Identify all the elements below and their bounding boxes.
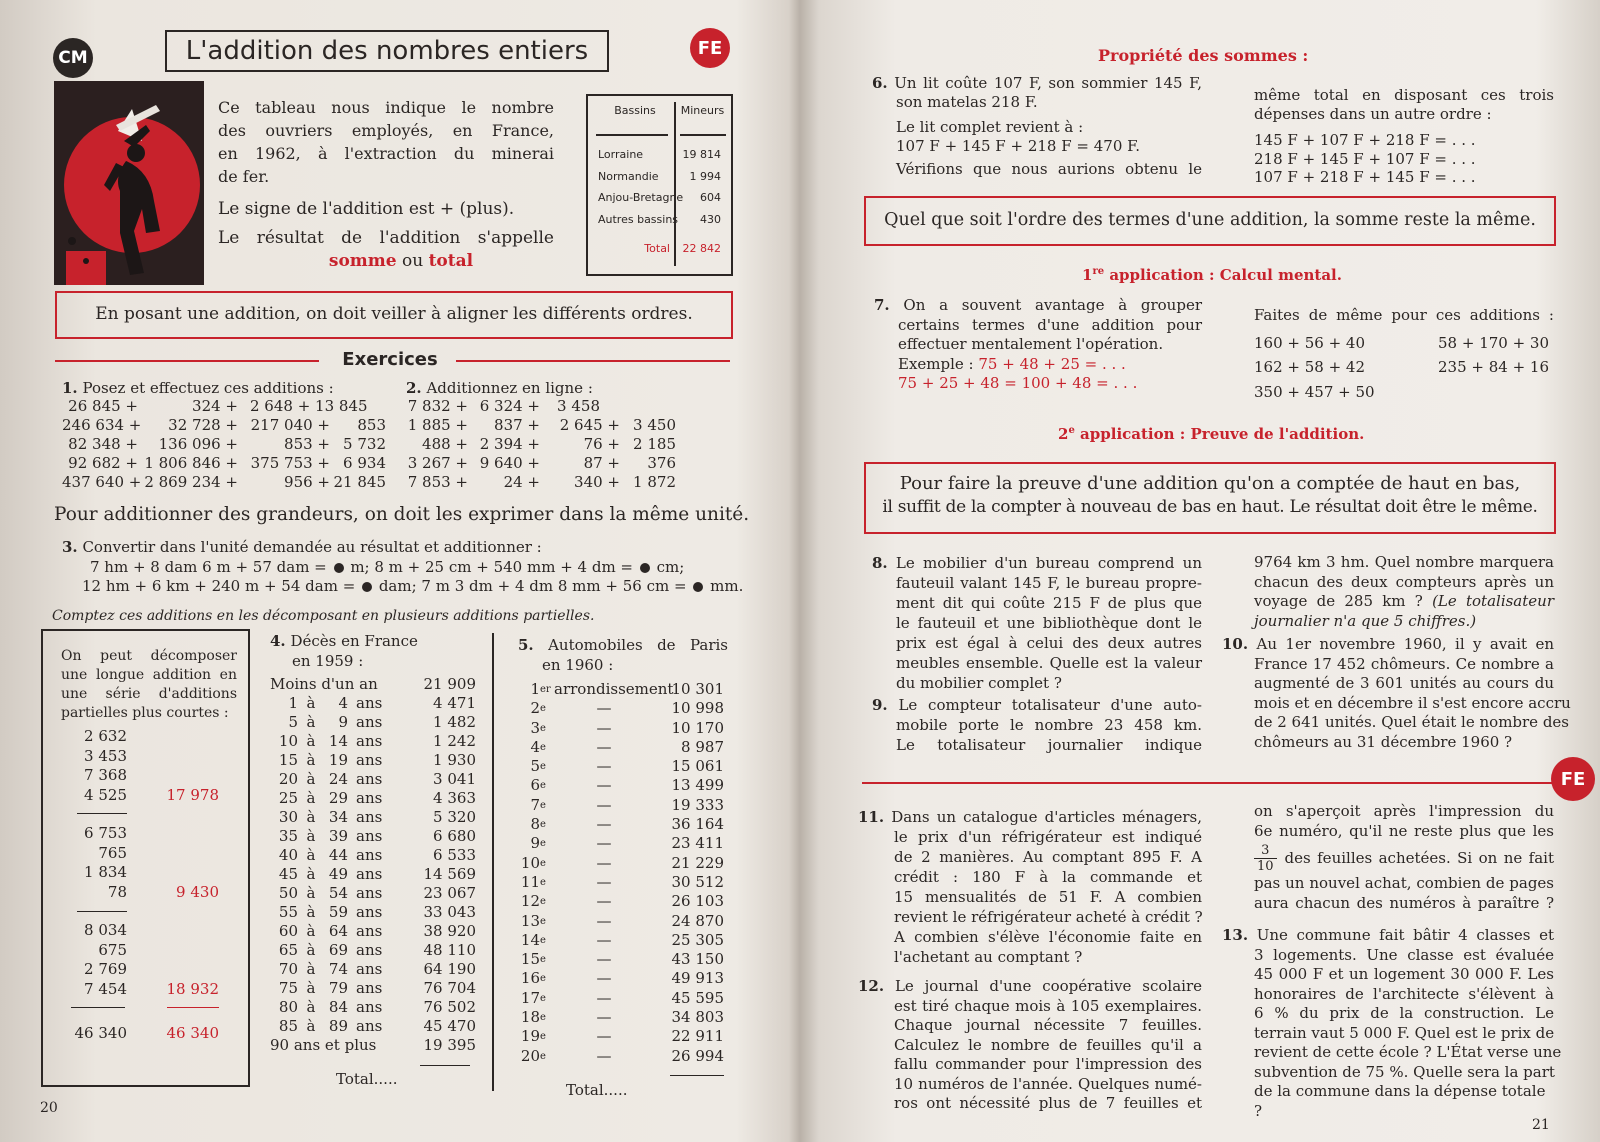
- arrondissement-row: [516, 699, 726, 718]
- ordinal-suffix: e: [540, 761, 546, 773]
- death-count: 6 533: [433, 846, 476, 864]
- death-row: [270, 827, 476, 846]
- car-count: 10 170: [671, 718, 724, 737]
- age-to: 69: [328, 941, 348, 959]
- grand-total-right: 46 340: [166, 1024, 219, 1042]
- arrondissement-number: 7: [530, 795, 540, 814]
- car-count: 22 911: [671, 1027, 724, 1046]
- death-row: [270, 1017, 476, 1036]
- lesson-title: L'addition des nombres entiers: [165, 30, 609, 72]
- car-count: 26 994: [671, 1046, 724, 1065]
- death-count: 33 043: [423, 903, 476, 921]
- arrondissement-number: 17: [520, 988, 540, 1007]
- death-row: [270, 884, 476, 903]
- arrondissement-row: [516, 892, 726, 911]
- car-count: 8 987: [681, 737, 724, 756]
- age-from: 20: [278, 770, 298, 788]
- age-to-word: à: [306, 732, 316, 750]
- death-row: [270, 770, 476, 789]
- car-count: 34 803: [671, 1008, 724, 1027]
- column-header-miners: Mineurs: [680, 104, 725, 117]
- age-to: 4: [338, 694, 348, 712]
- age-to-word: à: [306, 808, 316, 826]
- total-miners: 22 842: [682, 242, 721, 255]
- arrondissement-number: 5: [530, 757, 540, 776]
- grand-total-left: 46 340: [74, 1024, 127, 1042]
- ordinal-suffix: e: [540, 896, 546, 908]
- exercise-9: 9. Le compteur totalisateur d'une auto- mobile porte le nombre 23 458 km. Le totalisateur journalier indique: [872, 696, 1202, 754]
- age-from: 70: [278, 960, 298, 978]
- age-unit: ans: [356, 789, 383, 807]
- ditto-dash: —: [596, 969, 612, 988]
- box-value: 8 034: [84, 921, 127, 939]
- miner-count: 430: [700, 212, 721, 226]
- death-row: [270, 903, 476, 922]
- death-count: 4 471: [433, 694, 476, 712]
- exercise-8: 8. Le mobilier d'un bureau comprend un fauteuil valant 145 F, le bureau propre- ment dit qui coûte 215 F de plus que le fauteuil et une bibliothèque dont le prix est égal à celui des deux autres meubles ensemble. Quelle est la valeur du mobilier complet ?: [872, 554, 1202, 692]
- exercise-12-continued: on s'aperçoit après l'impression du 6e numéro, qu'il ne reste plus que les $\frac{3}{10}$ des feuilles achetées. Si on ne fait pas un nouvel achat, combien de pages aura chacun des numéros à paraître ?: [1254, 802, 1554, 912]
- death-row: [270, 846, 476, 865]
- age-unit: ans: [356, 1017, 383, 1035]
- death-row: [270, 694, 476, 713]
- age-unit: ans: [356, 827, 383, 845]
- ordinal-suffix: e: [540, 703, 546, 715]
- arrondissement-number: 6: [530, 776, 540, 795]
- application-2-heading: 2e application : Preuve de l'addition.: [1058, 425, 1365, 443]
- arrondissement-number: 3: [530, 718, 540, 737]
- arrondissement-row: [516, 834, 726, 853]
- ditto-dash: —: [596, 1008, 612, 1027]
- fe-badge: FE: [690, 28, 730, 68]
- ordinal-suffix: e: [540, 838, 546, 850]
- age-from: 80: [278, 998, 298, 1016]
- age-to-word: à: [306, 941, 316, 959]
- mental-sums: Faites de même pour ces additions : 160 + 56 + 40 58 + 170 + 30 162 + 58 + 42 235 + 84 + 16 350 + 457 + 50: [1254, 306, 1554, 401]
- age-unit: ans: [356, 979, 383, 997]
- fraction-numerator: 3: [1261, 843, 1270, 858]
- death-count: 48 110: [423, 941, 476, 959]
- partial-sum-2: 9 430: [176, 883, 219, 901]
- box-text-line: On peut décomposer: [61, 648, 237, 664]
- intro-line: de fer.: [218, 167, 270, 186]
- application-1-heading: 1re application : Calcul mental.: [1082, 266, 1342, 284]
- age-from: 75: [278, 979, 298, 997]
- box-text-line: une longue addition en: [61, 667, 237, 683]
- age-from: 5: [288, 713, 298, 731]
- arrondissement-row: [516, 873, 726, 892]
- exercise-5: 5. Automobiles de Paris en 1960 :: [518, 636, 728, 674]
- age-to: 59: [328, 903, 348, 921]
- age-to-word: à: [306, 865, 316, 883]
- arrondissement-number: 20: [520, 1046, 540, 1065]
- car-count: 36 164: [671, 815, 724, 834]
- age-to-word: à: [306, 884, 316, 902]
- property-heading: Propriété des sommes :: [1098, 46, 1309, 65]
- age-to: 84: [328, 998, 348, 1016]
- arrondissement-number: 13: [520, 911, 540, 930]
- ordinal-suffix: e: [540, 819, 546, 831]
- arrondissement-number: 9: [530, 834, 540, 853]
- death-count: 45 470: [423, 1017, 476, 1035]
- death-count: 1 930: [433, 751, 476, 769]
- death-count: 4 363: [433, 789, 476, 807]
- intro-line: en 1962, à l'extraction du minerai: [218, 144, 554, 163]
- age-to-word: à: [306, 998, 316, 1016]
- death-count: 5 320: [433, 808, 476, 826]
- arrondissement-row: [516, 931, 726, 950]
- ditto-dash: —: [596, 892, 612, 911]
- box-value: 675: [98, 940, 127, 959]
- age-from: 55: [278, 903, 298, 921]
- basin-name: Normandie: [598, 169, 659, 183]
- box-value: 78: [107, 882, 127, 901]
- age-range: 90 ans et plus: [270, 1036, 377, 1054]
- fe-badge-right: FE: [1551, 757, 1595, 801]
- box-value: 7 454: [84, 979, 127, 998]
- exercise-3: 3. Convertir dans l'unité demandée au résultat et additionner : 7 hm + 8 dam 6 m + 57 dam = m; 8 m + 25 cm + 540 mm + 4 dm = cm; 12 hm + 6 km + 240 m + 54 dam = dam; 7 m 3 dm + 4 dm 8 mm + 56 cm = mm.: [62, 538, 744, 595]
- arrondissement-row: [516, 680, 726, 699]
- car-count: 23 411: [671, 834, 724, 853]
- ordinal-suffix: e: [540, 954, 546, 966]
- age-unit: ans: [356, 732, 383, 750]
- car-count: 13 499: [671, 776, 724, 795]
- rule-proof-of-addition: Pour faire la preuve d'une addition qu'on a comptée de haut en bas, il suffit de la compter à nouveau de bas en haut. Le résultat doit être le même.: [864, 462, 1556, 534]
- rule-align-orders: En posant une addition, on doit veiller à aligner les différents ordres.: [55, 291, 733, 339]
- death-row: [270, 941, 476, 960]
- age-unit: ans: [356, 713, 383, 731]
- box-text-line: partielles plus courtes :: [61, 705, 229, 721]
- ordinal-suffix: e: [540, 1012, 546, 1024]
- basin-name: Lorraine: [598, 148, 644, 161]
- box-value: 1 834: [84, 863, 127, 881]
- death-row: [270, 998, 476, 1017]
- ditto-dash: —: [596, 795, 612, 814]
- age-from: 40: [278, 846, 298, 864]
- exercices-heading: Exercices: [342, 349, 438, 370]
- exercise-12: 12. Le journal d'une coopérative scolaire est tiré chaque mois à 105 exemplaires. Chaque journal nécessite 7 feuilles. Calculez le nombre de feuilles qu'il a fallu commander pour l'impression des 10 numéros de l'année. Quelques numé- ros ont nécessité plus de 7 feuilles et: [858, 977, 1202, 1112]
- ditto-dash: —: [596, 1046, 612, 1065]
- age-to: 79: [328, 979, 348, 997]
- box-value: 6 753: [84, 824, 127, 842]
- age-to-word: à: [306, 770, 316, 788]
- age-from: 45: [278, 865, 298, 883]
- death-count: 19 395: [423, 1036, 476, 1054]
- arrondissement-number: 14: [520, 930, 540, 949]
- arrondissement-row: [516, 854, 726, 873]
- exercise-6-continued: même total en disposant ces trois dépenses dans un autre ordre : 145 F + 107 F + 218 F = . . . 218 F + 145 F + 107 F = . . . 107 F + 218 F + 145 F = . . .: [1254, 86, 1554, 186]
- car-count: 19 333: [671, 795, 724, 814]
- arrondissement-row: [516, 1047, 726, 1066]
- ordinal-suffix: e: [540, 973, 546, 985]
- age-from: 15: [278, 751, 298, 769]
- box-value: 765: [98, 843, 127, 862]
- box-value: 7 368: [84, 766, 127, 784]
- ordinal-suffix: e: [540, 722, 546, 734]
- ditto-dash: —: [596, 853, 612, 872]
- age-unit: ans: [356, 884, 383, 902]
- age-to: 34: [328, 808, 348, 826]
- age-to-word: à: [306, 846, 316, 864]
- car-count: 49 913: [671, 969, 724, 988]
- basin-name: Autres bassins: [598, 212, 679, 226]
- exercise-1: 1. Posez et effectuez ces additions :: [62, 379, 334, 397]
- exercise-9-continued: 9764 km 3 hm. Quel nombre marquera chacun des deux compteurs après un voyage de 285 km ? (Le totalisateur journalier n'a que 5 chiffres.): [1254, 553, 1554, 630]
- age-to: 39: [328, 827, 348, 845]
- miner-count: 604: [700, 191, 721, 204]
- partial-sum-1: 17 978: [166, 786, 219, 804]
- death-count: 38 920: [423, 922, 476, 940]
- age-to: 74: [328, 960, 348, 978]
- arrondissement-number: 1: [530, 680, 540, 698]
- death-count: 76 704: [423, 979, 476, 997]
- arrondissement-row: [516, 738, 726, 757]
- ditto-dash: —: [596, 699, 612, 718]
- ordinal-suffix: e: [540, 799, 546, 811]
- age-to-word: à: [306, 960, 316, 978]
- exercise-7: 7. On a souvent avantage à grouper certains termes d'une addition pour effectuer mentalement l'opération. Exemple : 75 + 48 + 25 = . . . 75 + 25 + 48 = 100 + 48 = . . .: [874, 296, 1202, 392]
- age-from: 10: [278, 732, 298, 750]
- box-value: 3 453: [84, 746, 127, 765]
- death-count: 6 680: [433, 827, 476, 845]
- age-from: 85: [278, 1017, 298, 1035]
- age-to: 9: [338, 713, 348, 731]
- age-from: 25: [278, 789, 298, 807]
- ditto-dash: —: [596, 1027, 612, 1046]
- death-count: 76 502: [423, 998, 476, 1016]
- exercise-2-additions: 7 832 + 6 324 + 3 458 1 885 + 837 + 2 645 + 3 450 488 + 2 394 + 76 + 2 185 3 267 + 9 640 + 87 + 376 7 853 + 24 + 340 + 1 872: [407, 397, 676, 491]
- column-header-basins: Bassins: [614, 104, 656, 117]
- ordinal-suffix: e: [540, 741, 546, 753]
- death-count: 1 242: [433, 732, 476, 750]
- age-unit: ans: [356, 808, 383, 826]
- death-row: [270, 808, 476, 827]
- death-count: 21 909: [423, 675, 476, 693]
- death-count: 64 190: [423, 960, 476, 978]
- age-from: 30: [278, 808, 298, 826]
- arrondissement-number: 19: [520, 1027, 540, 1046]
- arrondissement-number: 11: [520, 872, 540, 891]
- age-to-word: à: [306, 694, 316, 712]
- age-to-word: à: [306, 922, 316, 940]
- box-value: 4 525: [84, 785, 127, 804]
- car-count: 25 305: [671, 930, 724, 949]
- ordinal-suffix: e: [540, 876, 546, 888]
- age-to: 54: [328, 884, 348, 902]
- intro-line: Ce tableau nous indique le nombre: [218, 98, 554, 117]
- exercise-1-additions: 26 845 + 324 + 2 648 + 13 845 246 634 + 32 728 + 217 040 + 853 82 348 + 136 096 + 853 + 5 732 92 682 + 1 806 846 + 375 753 + 6 934 437 640 + 2 869 234 + 956 + 21 845: [62, 397, 386, 491]
- rule-order-terms: Quel que soit l'ordre des termes d'une addition, la somme reste la même.: [864, 196, 1556, 246]
- age-unit: ans: [356, 694, 383, 712]
- arrondissement-number: 16: [520, 969, 540, 988]
- word-total: total: [428, 251, 474, 271]
- ditto-dash: —: [596, 737, 612, 756]
- arrondissement-number: 12: [520, 892, 540, 911]
- intro-line: des ouvriers employés, en France,: [218, 121, 554, 140]
- exercise-2: 2. Additionnez en ligne :: [406, 379, 593, 397]
- age-to: 64: [328, 922, 348, 940]
- arrondissement-row: [516, 1027, 726, 1046]
- arrondissement-row: [516, 757, 726, 776]
- arrondissement-number: 8: [530, 815, 540, 834]
- death-count: 1 482: [433, 713, 476, 731]
- age-unit: ans: [356, 922, 383, 940]
- plus-sign-line: Le signe de l'addition est + (plus).: [218, 199, 515, 219]
- car-count: 45 595: [671, 988, 724, 1007]
- age-to: 89: [328, 1017, 348, 1035]
- arrondissement-number: 10: [520, 853, 540, 872]
- arrondissement-row: [516, 719, 726, 738]
- age-from: 1: [288, 694, 298, 712]
- word-ou: ou: [401, 251, 424, 271]
- death-row: [270, 732, 476, 751]
- arrondissement-number: 2: [530, 699, 540, 718]
- mines-table: [586, 94, 733, 276]
- age-from: 65: [278, 941, 298, 959]
- box-value: 2 769: [84, 960, 127, 978]
- age-to: 29: [328, 789, 348, 807]
- exercise-4: 4. Décès en France en 1959 :: [270, 632, 418, 670]
- death-row: [270, 865, 476, 884]
- arrondissement-row: [516, 796, 726, 815]
- miner-count: 1 994: [689, 169, 721, 183]
- death-count: 14 569: [423, 865, 476, 883]
- ditto-dash: —: [596, 988, 612, 1007]
- age-range: Moins d'un an: [270, 675, 378, 693]
- ordinal-suffix: e: [540, 915, 546, 927]
- death-row: [270, 979, 476, 998]
- age-from: 60: [278, 922, 298, 940]
- fraction-denominator: 10: [1254, 858, 1277, 874]
- deaths-total-label: Total.....: [336, 1070, 398, 1088]
- miner-illustration: [54, 81, 204, 285]
- death-count: 3 041: [433, 770, 476, 788]
- page-number-right: 21: [1532, 1117, 1550, 1133]
- rule-same-unit: Pour additionner des grandeurs, on doit les exprimer dans la même unité.: [54, 504, 750, 525]
- ditto-dash: —: [596, 872, 612, 891]
- death-row: [270, 751, 476, 770]
- car-count: 43 150: [671, 950, 724, 969]
- age-from: 35: [278, 827, 298, 845]
- age-unit: ans: [356, 941, 383, 959]
- ditto-dash: —: [596, 815, 612, 834]
- partial-sum-3: 18 932: [166, 980, 219, 998]
- car-count: 15 061: [671, 757, 724, 776]
- car-count: 30 512: [671, 872, 724, 891]
- age-unit: ans: [356, 998, 383, 1016]
- death-count: 23 067: [423, 884, 476, 902]
- miner-count: 19 814: [682, 148, 721, 161]
- ditto-dash: —: [596, 950, 612, 969]
- age-unit: ans: [356, 865, 383, 883]
- ordinal-suffix: e: [540, 780, 546, 792]
- age-unit: ans: [356, 903, 383, 921]
- exercise-11: 11. Dans un catalogue d'articles ménagers, le prix d'un réfrigérateur est indiqué de 2 manières. Au comptant 895 F. A crédit : 180 F à la commande et 15 mensualités de 51 F. A combien revient le réfrigérateur acheté à crédit ? A combien s'élève l'économie faite en l'achetant au comptant ?: [858, 808, 1203, 966]
- age-unit: ans: [356, 960, 383, 978]
- arrondissement-row: [516, 989, 726, 1008]
- basin-name: Anjou-Bretagne: [598, 191, 684, 204]
- age-unit: ans: [356, 770, 383, 788]
- ditto-dash: —: [596, 930, 612, 949]
- arrondissement-word: arrondissement: [554, 680, 674, 698]
- result-line: Le résultat de l'addition s'appelle: [218, 228, 554, 248]
- deaths-table: [270, 675, 476, 1055]
- age-to-word: à: [306, 979, 316, 997]
- decomposition-box: [41, 629, 250, 1087]
- arrondissement-row: [516, 969, 726, 988]
- arrondissement-number: 4: [530, 737, 540, 756]
- box-text-line: une série d'additions: [61, 686, 237, 702]
- arrondissement-row: [516, 776, 726, 795]
- ordinal-suffix: e: [540, 934, 546, 946]
- cars-total-label: Total.....: [566, 1081, 628, 1099]
- ditto-dash: —: [596, 776, 612, 795]
- age-to-word: à: [306, 751, 316, 769]
- ordinal-suffix: e: [540, 857, 546, 869]
- ordinal-suffix: er: [540, 684, 551, 695]
- age-to-word: à: [306, 827, 316, 845]
- age-to: 14: [328, 732, 348, 750]
- partial-additions-note: Comptez ces additions en les décomposant en plusieurs additions partielles.: [52, 608, 595, 624]
- cm-badge: CM: [53, 38, 93, 78]
- car-count: 26 103: [671, 892, 724, 911]
- arrondissement-number: 15: [520, 950, 540, 969]
- age-unit: ans: [356, 751, 383, 769]
- exercise-10: 10. Au 1er novembre 1960, il y avait en France 17 452 chômeurs. Ce nombre a augmenté de 3 601 unités au cours du mois et en décembre il s'est encore accru de 2 641 unités. Quel était le nombre des chômeurs au 31 décembre 1960 ?: [1222, 635, 1571, 751]
- age-to: 19: [328, 751, 348, 769]
- car-count: 10 998: [671, 699, 724, 718]
- age-to: 44: [328, 846, 348, 864]
- car-count: 24 870: [671, 911, 724, 930]
- ditto-dash: —: [596, 834, 612, 853]
- car-count: 10 301: [671, 680, 724, 698]
- arrondissement-row: [516, 815, 726, 834]
- arrondissement-row: [516, 912, 726, 931]
- ordinal-suffix: e: [540, 1050, 546, 1062]
- box-value: 2 632: [84, 727, 127, 745]
- age-to-word: à: [306, 1017, 316, 1035]
- page-number-left: 20: [40, 1100, 58, 1116]
- exercise-13: 13. Une commune fait bâtir 4 classes et 3 logements. Une classe est évaluée 45 000 F et un logement 30 000 F. Les honoraires de l'architecte s'élèvent à 6 % du prix de la construction. Le terrain vaut 5 000 F. Quel est le prix de revient de cette école ? L'État verse une subvention de 75 %. Quelle sera la part de la commune dans la dépense totale ?: [1222, 926, 1562, 1120]
- age-to: 24: [328, 770, 348, 788]
- ditto-dash: —: [596, 757, 612, 776]
- ditto-dash: —: [596, 911, 612, 930]
- death-row: [270, 960, 476, 979]
- age-to-word: à: [306, 789, 316, 807]
- ordinal-suffix: e: [540, 1031, 546, 1043]
- age-to-word: à: [306, 903, 316, 921]
- death-row: [270, 713, 476, 732]
- arrondissement-row: [516, 950, 726, 969]
- age-from: 50: [278, 884, 298, 902]
- ditto-dash: —: [596, 718, 612, 737]
- cars-table: [516, 680, 726, 1066]
- arrondissement-row: [516, 1008, 726, 1027]
- word-somme: somme: [328, 251, 397, 271]
- car-count: 21 229: [671, 853, 724, 872]
- age-to: 49: [328, 865, 348, 883]
- age-unit: ans: [356, 846, 383, 864]
- death-row: [270, 789, 476, 808]
- exercise-6: 6. Un lit coûte 107 F, son sommier 145 F, son matelas 218 F. Le lit complet revient à : 107 F + 145 F + 218 F = 470 F. Vérifions que nous aurions obtenu le: [872, 74, 1202, 178]
- total-label: Total: [644, 242, 670, 255]
- age-to-word: à: [306, 713, 316, 731]
- ordinal-suffix: e: [540, 992, 546, 1004]
- death-row: [270, 922, 476, 941]
- arrondissement-number: 18: [520, 1008, 540, 1027]
